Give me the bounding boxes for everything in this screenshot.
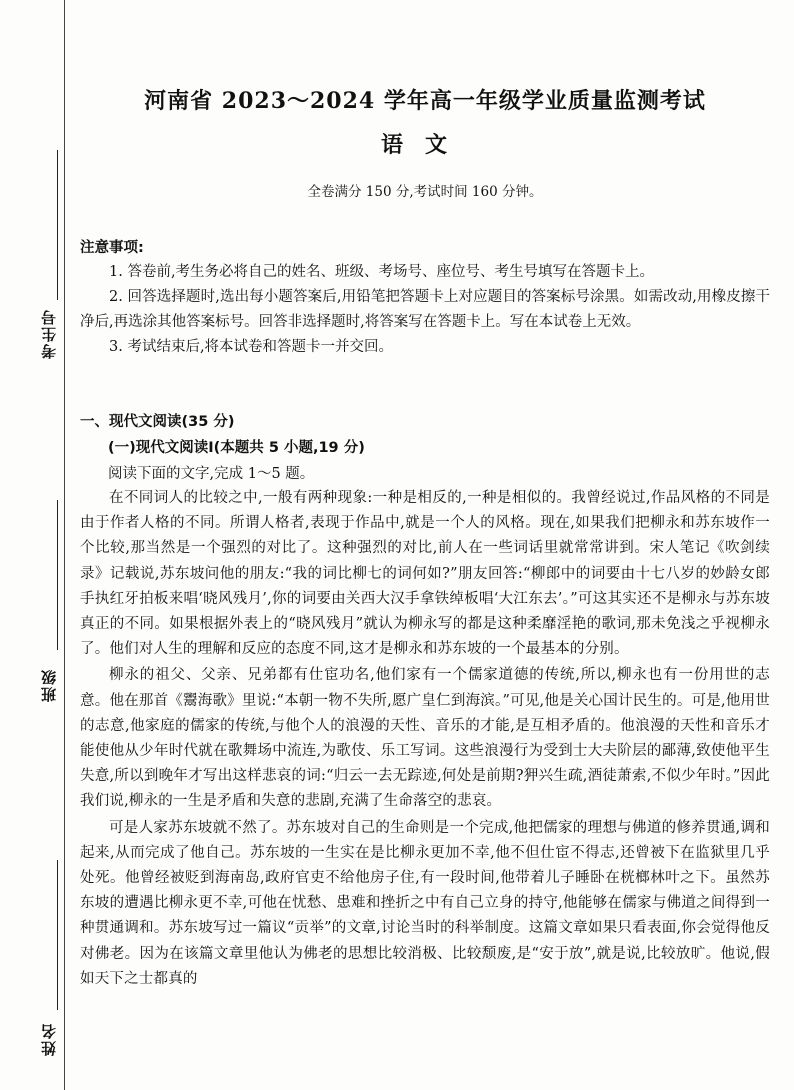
passage-paragraph: 柳永的祖父、父亲、兄弟都有仕宦功名,他们家有一个儒家道德的传统,所以,柳永也有一份用世的志意。他在那首《鬻海歌》里说:“本朝一物不失所,愿广皇仁到海滨。”可见,他是关心国计民生的。可是,他用世的志意,他家庭的儒家的传统,与他个人的浪漫的天性、音乐的才能,是互相矛盾的。他浪漫的天性和音乐才能使他从少年时代就在歌舞场中流连,为歌伎、乐工写词。这些浪漫行为受到士大夫阶层的鄙薄,致使他平生失意,所以到晚年才写出这样悲哀的词:“归云一去无踪迹,何处是前期?狎兴生疏,酒徒萧索,不似少年时。”因此我们说,柳永的一生是矛盾和失意的悲剧,充满了生命落空的悲哀。 [80,667,770,810]
reading-instruction: 阅读下面的文字,完成 1～5 题。 [108,466,315,482]
section-heading: 一、现代文阅读(35 分) [80,414,235,430]
binding-line [64,0,66,1090]
note-item: 1. 答卷前,考生务必将自己的姓名、班级、考场号、座位号、考生号填写在答题卡上。 [109,264,655,280]
notes-heading: 注意事项: [80,240,144,256]
subject-title: 语文 [380,132,469,158]
name-line [57,860,59,1010]
class-label: 班级 [40,668,58,702]
exam-number-line [57,150,59,300]
note-item: 3. 考试结束后,将本试卷和答题卡一并交回。 [109,339,394,355]
score-info: 全卷满分 150 分,考试时间 160 分钟。 [307,184,543,200]
passage-paragraph: 可是人家苏东坡就不然了。苏东坡对自己的生命则是一个完成,他把儒家的理想与佛道的修养贯通,调和起来,从而完成了他自己。苏东坡的一生实在是比柳永更加不幸,他不但仕宦不得志,还曾被下在监狱里几乎处死。他曾经被贬到海南岛,政府官吏不给他房子住,有一段时间,他带着儿子睡卧在桄榔林叶之下。虽然苏东坡的遭遇比柳永更不幸,可他在忧愁、患难和挫折之中有自己立身的持守,他能够在儒家与佛道之间得到一种贯通调和。苏东坡写过一篇议“贡举”的文章,讨论当时的科举制度。这篇文章如果只看表面,你会觉得他反对佛老。因为在该篇文章里他认为佛老的思想比较消极、比较颓废,是“安于放”,就是说,比较放旷。他说,假如天下之士都真的 [80,819,770,987]
class-line [57,500,59,650]
notes-list [80,260,770,360]
exam-number-label: 考生号 [40,308,58,359]
passage-paragraph: 在不同词人的比较之中,一般有两种现象:一种是相反的,一种是相似的。我曾经说过,作品风格的不同是由于作者人格的不同。所谓人格者,表现于作品中,就是一个人的风格。现在,如果我们把柳永和苏东坡作一个比较,那当然是一个强烈的对比了。这种强烈的对比,前人在一些词话里就常常讲到。宋人笔记《吹剑续录》记载说,苏东坡问他的朋友:“我的词比柳七的词何如?”朋友回答:“柳郎中的词要由十七八岁的妙龄女郎手执红牙拍板来唱‘晓风残月’,你的词要由关西大汉手拿铁绰板唱‘大江东去’。”可这其实还不是柳永与苏东坡真正的不同。如果根据外表上的“晓风残月”就认为柳永写的都是这种柔靡淫艳的歌词,那未免浅之乎视柳永了。他们对人生的理解和反应的态度不同,这才是柳永和苏东坡的一个最基本的分别。 [80,490,770,658]
reading-passage [80,486,770,993]
exam-title: 河南省 2023～2024 学年高一年级学业质量监测考试 [144,88,706,114]
name-label: 姓名 [40,1022,58,1056]
subsection-heading: (一)现代文阅读Ⅰ(本题共 5 小题,19 分) [108,440,365,456]
note-item: 2. 回答选择题时,选出每小题答案后,用铅笔把答题卡上对应题目的答案标号涂黑。如需改动,用橡皮擦干净后,再选涂其他答案标号。回答非选择题时,将答案写在答题卡上。写在本试卷上无效。 [80,289,770,330]
